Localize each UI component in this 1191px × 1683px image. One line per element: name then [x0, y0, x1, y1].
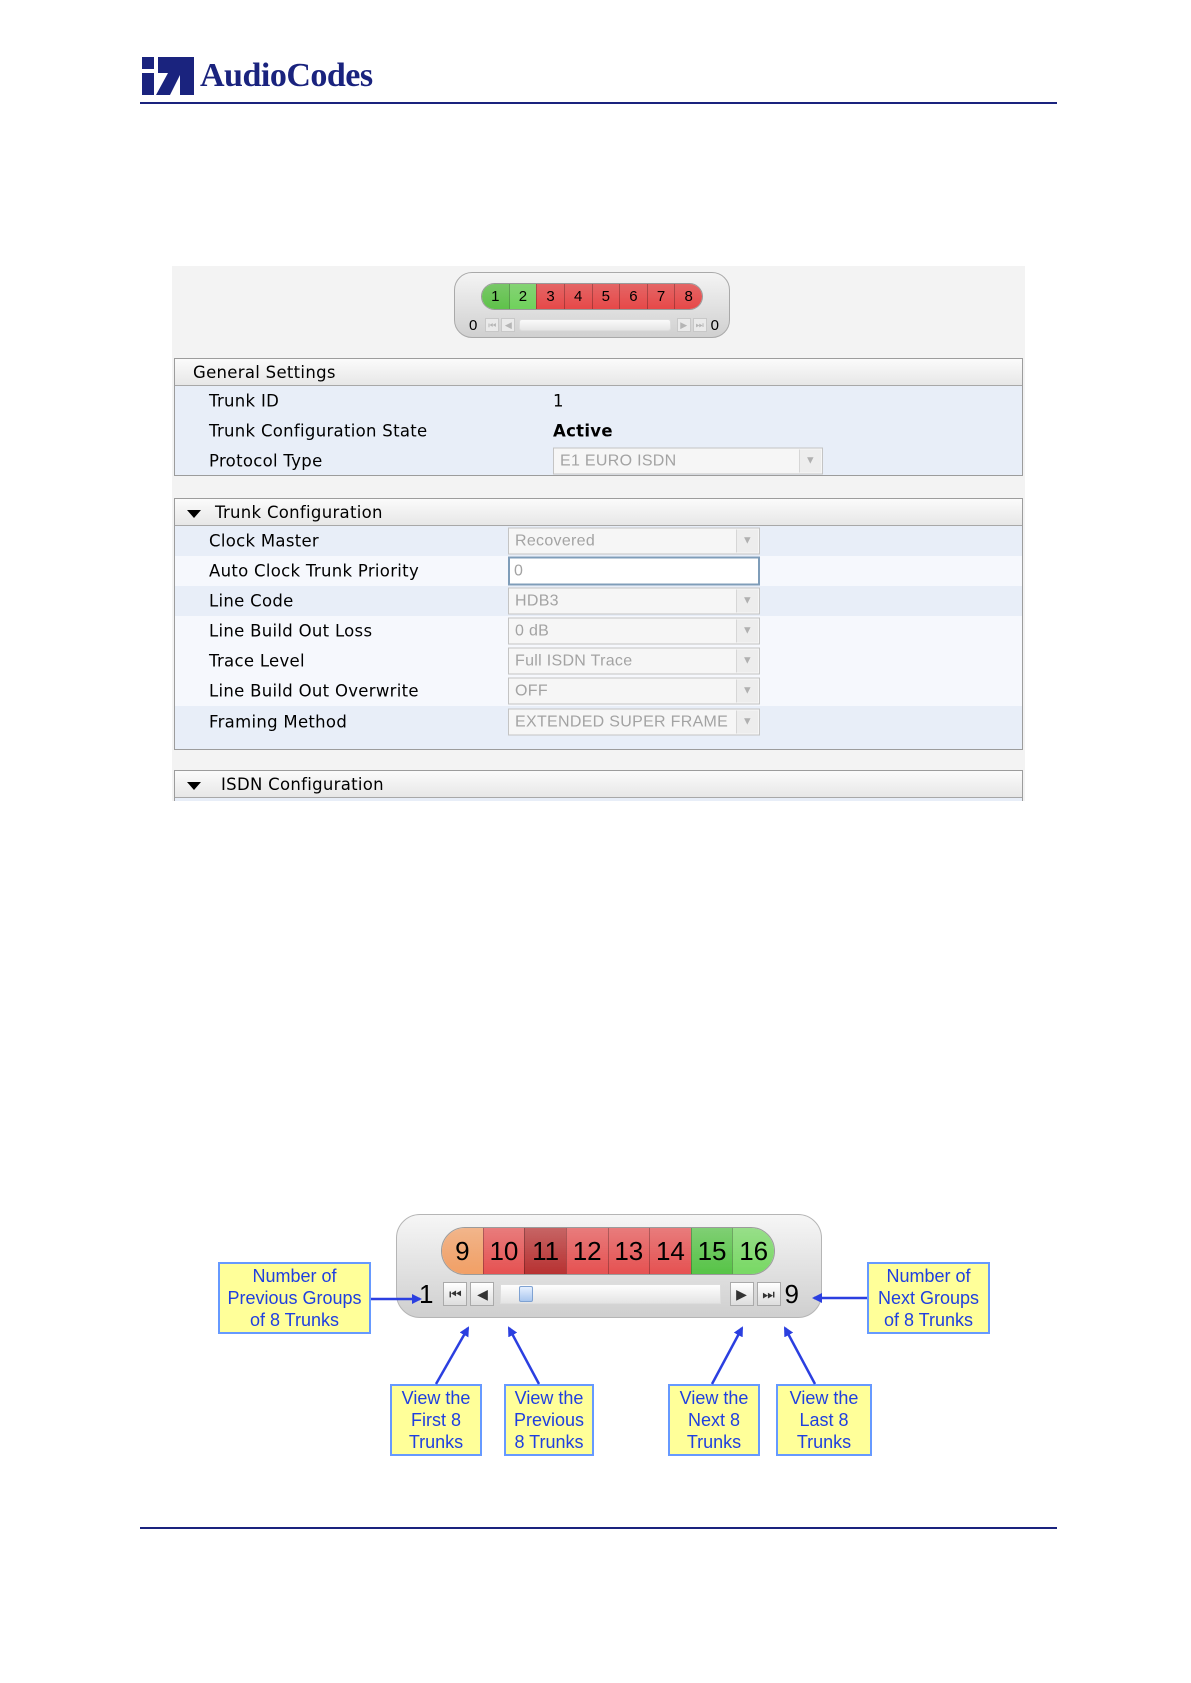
callout-line: Number of — [252, 1266, 337, 1286]
callout-line: Trunks — [408, 1432, 464, 1452]
callout-line: Next Groups — [877, 1288, 980, 1308]
trunk-tile[interactable]: 2 — [509, 284, 537, 309]
arrow-next — [712, 1328, 742, 1384]
chevron-down-icon[interactable]: ▼ — [736, 650, 758, 673]
trunk-tile[interactable]: 13 — [608, 1228, 650, 1274]
callout-line: Trunks — [796, 1432, 852, 1452]
prev-groups-count: 1 — [419, 1278, 434, 1309]
trunk-tile[interactable]: 16 — [732, 1228, 774, 1274]
trunk-config-label: Line Build Out Overwrite — [209, 681, 419, 701]
trunk-tile[interactable]: 11 — [524, 1228, 566, 1274]
trunk-tile[interactable]: 6 — [619, 284, 647, 309]
chevron-down-icon[interactable]: ▼ — [736, 680, 758, 703]
trunk-tile[interactable]: 15 — [691, 1228, 733, 1274]
trunk-tile[interactable]: 4 — [564, 284, 592, 309]
trunk-tile[interactable]: 3 — [536, 284, 564, 309]
last-trunks-icon[interactable]: ⏭ — [757, 1282, 781, 1306]
last-trunks-icon[interactable]: ⏭ — [693, 318, 707, 332]
callout-line: Previous — [513, 1410, 585, 1430]
trunk-tile[interactable]: 1 — [482, 284, 509, 309]
trunk-config-label: Line Build Out Loss — [209, 621, 373, 641]
chevron-down-icon[interactable]: ▼ — [736, 620, 758, 643]
arrow-last — [785, 1328, 815, 1384]
first-trunks-icon[interactable]: ⏮ — [485, 318, 499, 332]
callout-line: Number of — [886, 1266, 971, 1286]
general-settings-title: General Settings — [175, 359, 1022, 386]
chevron-down-icon[interactable]: ▼ — [799, 450, 821, 473]
callout-line: of 8 Trunks — [249, 1310, 340, 1330]
next-trunks-icon[interactable]: ▶ — [730, 1282, 754, 1306]
trunk-config-value: OFF — [515, 682, 548, 700]
callout-line: Trunks — [686, 1432, 742, 1452]
trunk-config-label: Framing Method — [209, 712, 348, 732]
next-groups-count: 9 — [784, 1278, 799, 1309]
callout-line: View the — [789, 1388, 859, 1408]
trunk-tile[interactable]: 8 — [674, 284, 702, 309]
protocol-type-value: E1 EURO ISDN — [560, 452, 677, 470]
trunk-id-value: 1 — [553, 391, 564, 411]
protocol-type-label: Protocol Type — [209, 451, 323, 471]
trunk-config-value: EXTENDED SUPER FRAME — [515, 713, 729, 731]
trunk-tile[interactable]: 10 — [483, 1228, 525, 1274]
trunk-tile[interactable]: 7 — [647, 284, 675, 309]
trunk-id-label: Trunk ID — [209, 391, 280, 411]
trunk-config-value: HDB3 — [515, 592, 559, 610]
trunk-config-value: 0 — [514, 562, 524, 580]
trunk-config-label: Line Code — [209, 591, 294, 611]
trunk-config-value: Full ISDN Trace — [515, 652, 633, 670]
isdn-configuration-title: ISDN Configuration — [221, 775, 384, 794]
trunk-config-label: Auto Clock Trunk Priority — [209, 561, 420, 581]
previous-trunks-icon[interactable]: ◀ — [501, 318, 515, 332]
trunk-tile[interactable]: 5 — [592, 284, 620, 309]
trunk-config-value: Recovered — [515, 532, 596, 550]
arrow-previous — [509, 1328, 539, 1384]
footer-rule — [140, 1527, 1057, 1529]
trunk-config-label: Trace Level — [209, 651, 305, 671]
next-groups-count: 0 — [710, 316, 719, 334]
first-trunks-icon[interactable]: ⏮ — [443, 1282, 467, 1306]
prev-groups-count: 0 — [469, 316, 478, 334]
callout-line: View the — [679, 1388, 749, 1408]
callout-line: 8 Trunks — [514, 1432, 584, 1452]
callout-line: First 8 — [410, 1410, 461, 1430]
trunk-config-label: Clock Master — [209, 531, 320, 551]
chevron-down-icon[interactable]: ▼ — [736, 590, 758, 613]
trunk-configuration-title: Trunk Configuration — [215, 503, 383, 522]
trunk-config-value: 0 dB — [515, 622, 550, 640]
callout-line: Last 8 — [799, 1410, 849, 1430]
callout-line: Previous Groups — [227, 1288, 362, 1308]
trunk-tile[interactable]: 14 — [649, 1228, 691, 1274]
trunk-tile[interactable]: 9 — [442, 1228, 483, 1274]
trunk-state-label: Trunk Configuration State — [209, 421, 428, 441]
trunk-state-value: Active — [553, 421, 613, 441]
callout-line: View the — [514, 1388, 584, 1408]
previous-trunks-icon[interactable]: ◀ — [470, 1282, 494, 1306]
callout-line: View the — [401, 1388, 471, 1408]
callout-line: of 8 Trunks — [883, 1310, 974, 1330]
next-trunks-icon[interactable]: ▶ — [677, 318, 691, 332]
callout-line: Next 8 — [687, 1410, 741, 1430]
trunk-tile[interactable]: 12 — [566, 1228, 608, 1274]
arrow-first — [436, 1328, 468, 1384]
brand-name: AudioCodes — [200, 57, 373, 94]
chevron-down-icon[interactable]: ▼ — [736, 711, 758, 734]
chevron-down-icon[interactable]: ▼ — [736, 530, 758, 553]
